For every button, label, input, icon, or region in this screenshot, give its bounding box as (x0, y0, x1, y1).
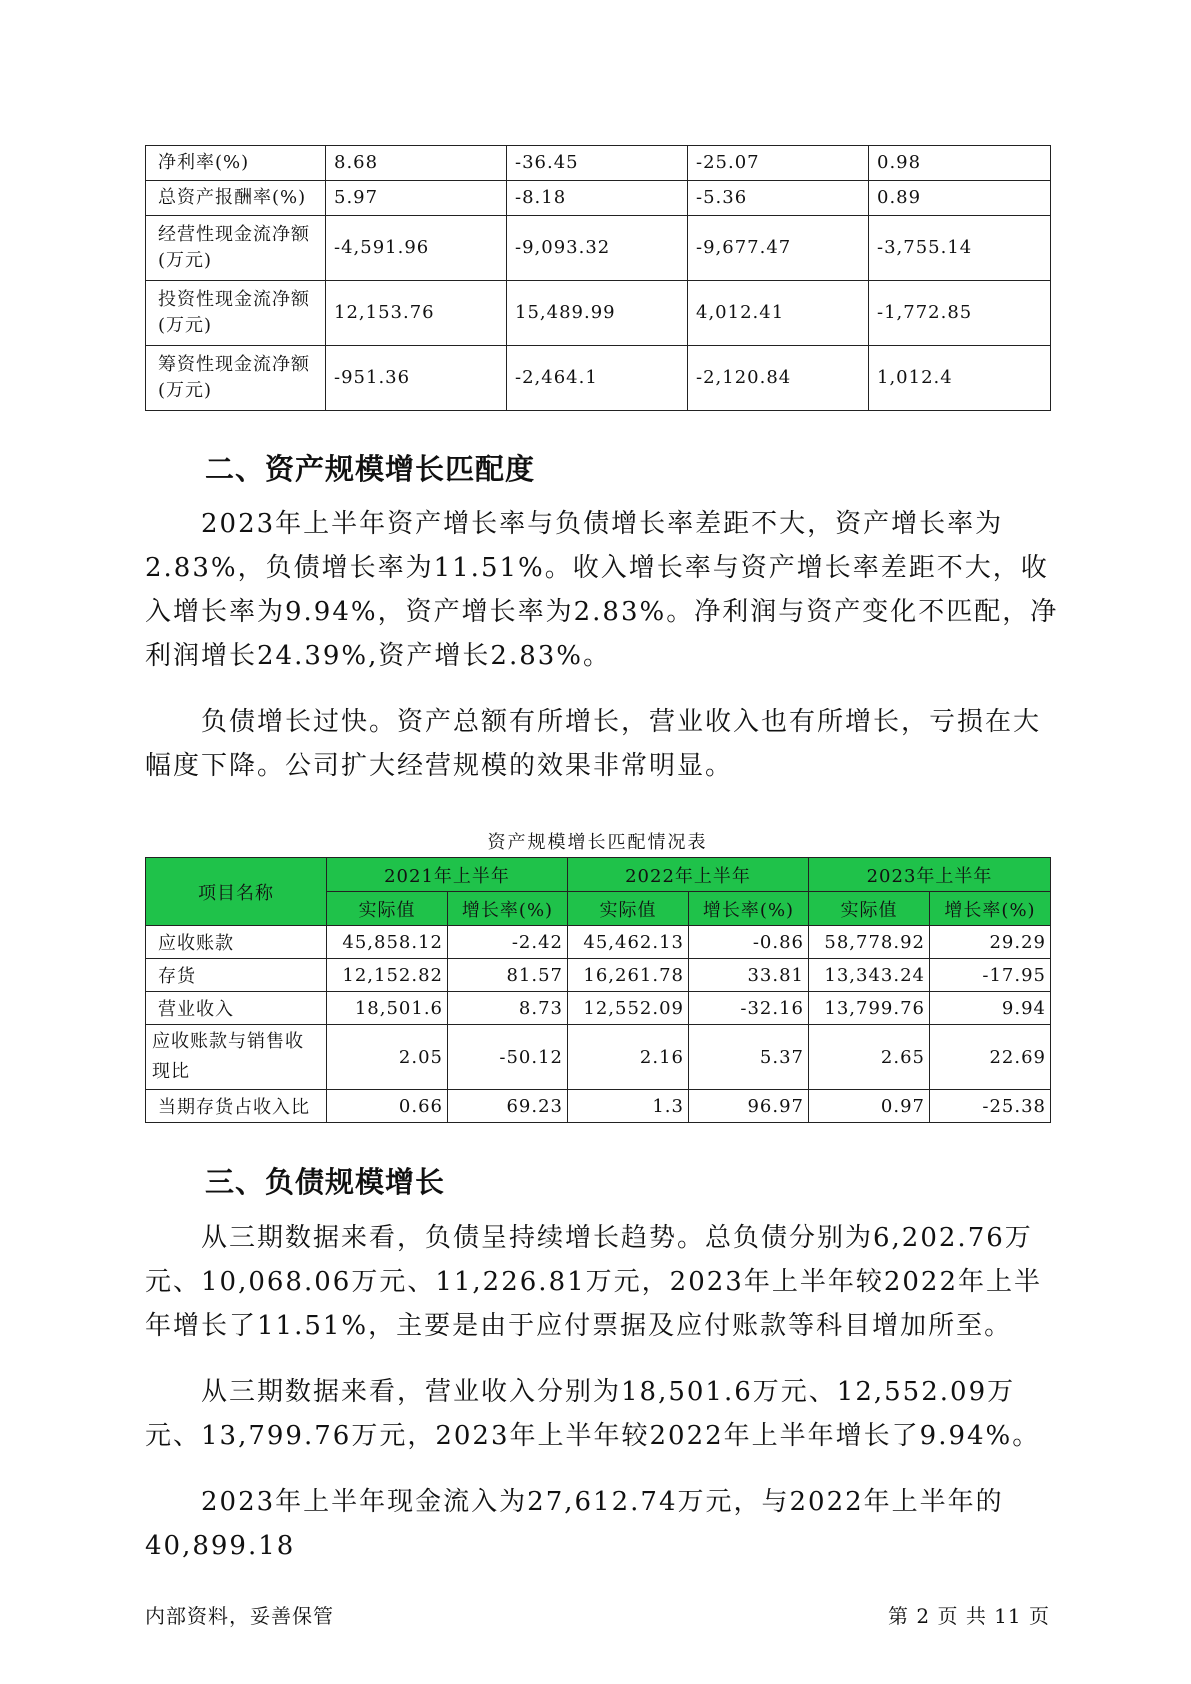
table-row (146, 1025, 1051, 1090)
row-label: 经营性现金流净额(万元) (146, 216, 326, 281)
table-row (146, 146, 1051, 181)
cell-value: 2.16 (568, 1025, 689, 1090)
table-row (146, 181, 1051, 216)
cell-value: 15,489.99 (507, 281, 688, 346)
cell-value: 13,799.76 (809, 992, 930, 1025)
paragraph: 2023年上半年现金流入为27,612.74万元，与2022年上半年的40,899.18 (145, 1487, 1004, 1561)
cell-value: -8.18 (507, 181, 688, 216)
cell-value: 8.68 (326, 146, 507, 181)
cell-value: -4,591.96 (326, 216, 507, 281)
asset-growth-match-table (145, 857, 1051, 1123)
cell-value: 58,778.92 (809, 926, 930, 959)
financial-ratio-table (145, 145, 1051, 411)
cell-value: -3,755.14 (869, 216, 1051, 281)
table-row (146, 959, 1051, 992)
cell-value: -25.07 (688, 146, 869, 181)
footer-note: 内部资料，妥善保管 (145, 1604, 334, 1628)
header-period: 2022年上半年 (568, 858, 809, 892)
cell-value: -9,093.32 (507, 216, 688, 281)
row-label: 营业收入 (146, 992, 327, 1025)
cell-value: 0.98 (869, 146, 1051, 181)
cell-value: -50.12 (448, 1025, 568, 1090)
page-number: 第 2 页 共 11 页 (888, 1604, 1050, 1628)
paragraph: 负债增长过快。资产总额有所增长，营业收入也有所增长，亏损在大幅度下降。公司扩大经营规模的效果非常明显。 (145, 707, 1042, 781)
table-row (146, 1090, 1051, 1123)
header-period: 2023年上半年 (809, 858, 1051, 892)
header-growth: 增长率(%) (689, 892, 809, 926)
cell-value: 96.97 (689, 1090, 809, 1123)
cell-value: 45,858.12 (327, 926, 448, 959)
cell-value: 16,261.78 (568, 959, 689, 992)
cell-value: 81.57 (448, 959, 568, 992)
section-heading: 二、资产规模增长匹配度 (205, 452, 536, 486)
section-heading: 三、负债规模增长 (205, 1165, 446, 1199)
cell-value: -32.16 (689, 992, 809, 1025)
cell-value: 69.23 (448, 1090, 568, 1123)
cell-value: 45,462.13 (568, 926, 689, 959)
table-caption: 资产规模增长匹配情况表 (487, 832, 708, 853)
header-actual: 实际值 (809, 892, 930, 926)
cell-value: 12,552.09 (568, 992, 689, 1025)
cell-value: 2.65 (809, 1025, 930, 1090)
cell-value: 8.73 (448, 992, 568, 1025)
cell-value: 0.89 (869, 181, 1051, 216)
cell-value: 0.97 (809, 1090, 930, 1123)
row-label: 应收账款 (146, 926, 327, 959)
row-label: 筹资性现金流净额(万元) (146, 346, 326, 411)
cell-value: -0.86 (689, 926, 809, 959)
table-row (146, 216, 1051, 281)
cell-value: 18,501.6 (327, 992, 448, 1025)
paragraph: 从三期数据来看，负债呈持续增长趋势。总负债分别为6,202.76万元、10,068.06万元、11,226.81万元，2023年上半年较2022年上半年增长了11.51%，主要是由于应付票据及应付账款等科目增加所至。 (145, 1223, 1042, 1341)
cell-value: 22.69 (930, 1025, 1051, 1090)
cell-value: 2.05 (327, 1025, 448, 1090)
header-item-name: 项目名称 (146, 858, 327, 926)
cell-value: 5.97 (326, 181, 507, 216)
header-period: 2021年上半年 (327, 858, 568, 892)
cell-value: 12,153.76 (326, 281, 507, 346)
cell-value: 1,012.4 (869, 346, 1051, 411)
cell-value: 0.66 (327, 1090, 448, 1123)
cell-value: -25.38 (930, 1090, 1051, 1123)
row-label: 应收账款与销售收现比 (146, 1025, 327, 1090)
row-label: 当期存货占收入比 (146, 1090, 327, 1123)
paragraph: 2023年上半年资产增长率与负债增长率差距不大，资产增长率为2.83%，负债增长率为11.51%。收入增长率与资产增长率差距不大，收入增长率为9.94%，资产增长率为2.83%。净利润与资产变化不匹配，净利润增长24.39%,资产增长2.83%。 (145, 509, 1059, 671)
cell-value: -17.95 (930, 959, 1051, 992)
cell-value: 12,152.82 (327, 959, 448, 992)
cell-value: -1,772.85 (869, 281, 1051, 346)
paragraph: 从三期数据来看，营业收入分别为18,501.6万元、12,552.09万元、13,799.76万元，2023年上半年较2022年上半年增长了9.94%。 (145, 1377, 1041, 1451)
cell-value: 29.29 (930, 926, 1051, 959)
cell-value: -2.42 (448, 926, 568, 959)
cell-value: 33.81 (689, 959, 809, 992)
row-label: 存货 (146, 959, 327, 992)
table-row (146, 281, 1051, 346)
table-row (146, 926, 1051, 959)
row-label: 投资性现金流净额(万元) (146, 281, 326, 346)
cell-value: 5.37 (689, 1025, 809, 1090)
cell-value: -9,677.47 (688, 216, 869, 281)
header-actual: 实际值 (568, 892, 689, 926)
table-row (146, 346, 1051, 411)
row-label: 净利率(%) (146, 146, 326, 181)
cell-value: -5.36 (688, 181, 869, 216)
row-label: 总资产报酬率(%) (146, 181, 326, 216)
table-row (146, 992, 1051, 1025)
header-growth: 增长率(%) (448, 892, 568, 926)
cell-value: 13,343.24 (809, 959, 930, 992)
cell-value: 9.94 (930, 992, 1051, 1025)
cell-value: -36.45 (507, 146, 688, 181)
cell-value: -2,464.1 (507, 346, 688, 411)
cell-value: 4,012.41 (688, 281, 869, 346)
cell-value: -951.36 (326, 346, 507, 411)
header-actual: 实际值 (327, 892, 448, 926)
header-growth: 增长率(%) (930, 892, 1051, 926)
cell-value: 1.3 (568, 1090, 689, 1123)
cell-value: -2,120.84 (688, 346, 869, 411)
